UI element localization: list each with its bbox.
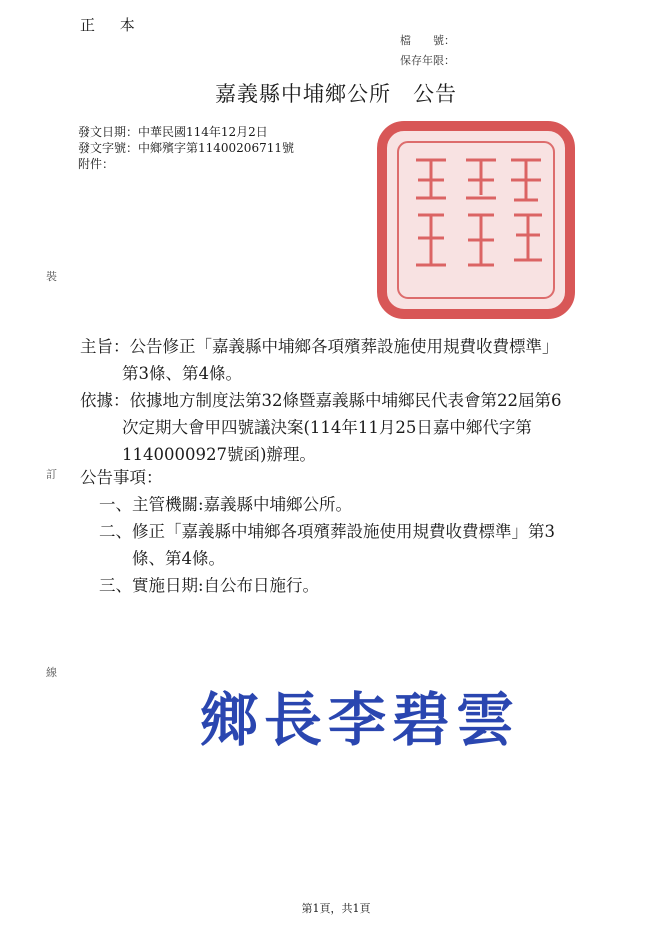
basis-label: 依據： (80, 391, 130, 410)
subject-label: 主旨： (80, 337, 130, 356)
notice-item-continuation: 條、第4條。 (132, 549, 225, 568)
subject-line-2: 第3條、第4條。 (122, 364, 242, 383)
subject-section (80, 333, 559, 387)
file-meta (400, 32, 455, 72)
copy-type-label: 正 本 (80, 16, 145, 34)
file-number-label: 檔 號： (400, 34, 455, 47)
notice-item-number: 三、 (99, 576, 132, 595)
binding-mark-1: 裝 (46, 270, 57, 283)
subject-line-1: 公告修正「嘉義縣中埔鄉各項殯葬設施使用規費收費標準」 (129, 337, 559, 356)
notice-item-text: 主管機關:嘉義縣中埔鄉公所。 (132, 495, 353, 514)
document-title: 嘉義縣中埔鄉公所 公告 (215, 82, 457, 106)
notice-item-number: 一、 (99, 495, 132, 514)
issue-date: 發文日期：中華民國114年12月2日 (78, 125, 268, 139)
notice-label: 公告事項： (80, 468, 163, 487)
notice-item (80, 518, 555, 545)
notice-section (80, 464, 555, 599)
svg-text:鄉長李碧雲: 鄉長李碧雲 (199, 686, 521, 754)
basis-line-1: 依據地方制度法第32條暨嘉義縣中埔鄉民代表會第22屆第6 (129, 391, 562, 410)
notice-item-text: 修正「嘉義縣中埔鄉各項殯葬設施使用規費收費標準」第3 (132, 522, 555, 541)
basis-section (80, 387, 562, 468)
basis-line-3: 1140000927號函)辦理。 (122, 445, 316, 464)
page-footer: 第1頁，共1頁 (301, 902, 371, 915)
binding-mark-3: 線 (46, 666, 57, 679)
issue-ref-number: 發文字號：中鄉殯字第11400206711號 (78, 141, 294, 155)
basis-line-2: 次定期大會甲四號議決案(114年11月25日嘉中鄉代字第 (122, 418, 532, 437)
official-seal-stamp (376, 120, 576, 320)
retention-label: 保存年限： (400, 54, 455, 67)
notice-item (80, 572, 555, 599)
attachment-label: 附件： (78, 157, 115, 171)
notice-item (80, 491, 555, 518)
issue-info (78, 124, 294, 172)
notice-item-number: 二、 (99, 522, 132, 541)
mayor-signature-stamp (170, 672, 550, 762)
notice-item-text: 實施日期:自公布日施行。 (132, 576, 320, 595)
binding-mark-2: 訂 (46, 468, 57, 481)
